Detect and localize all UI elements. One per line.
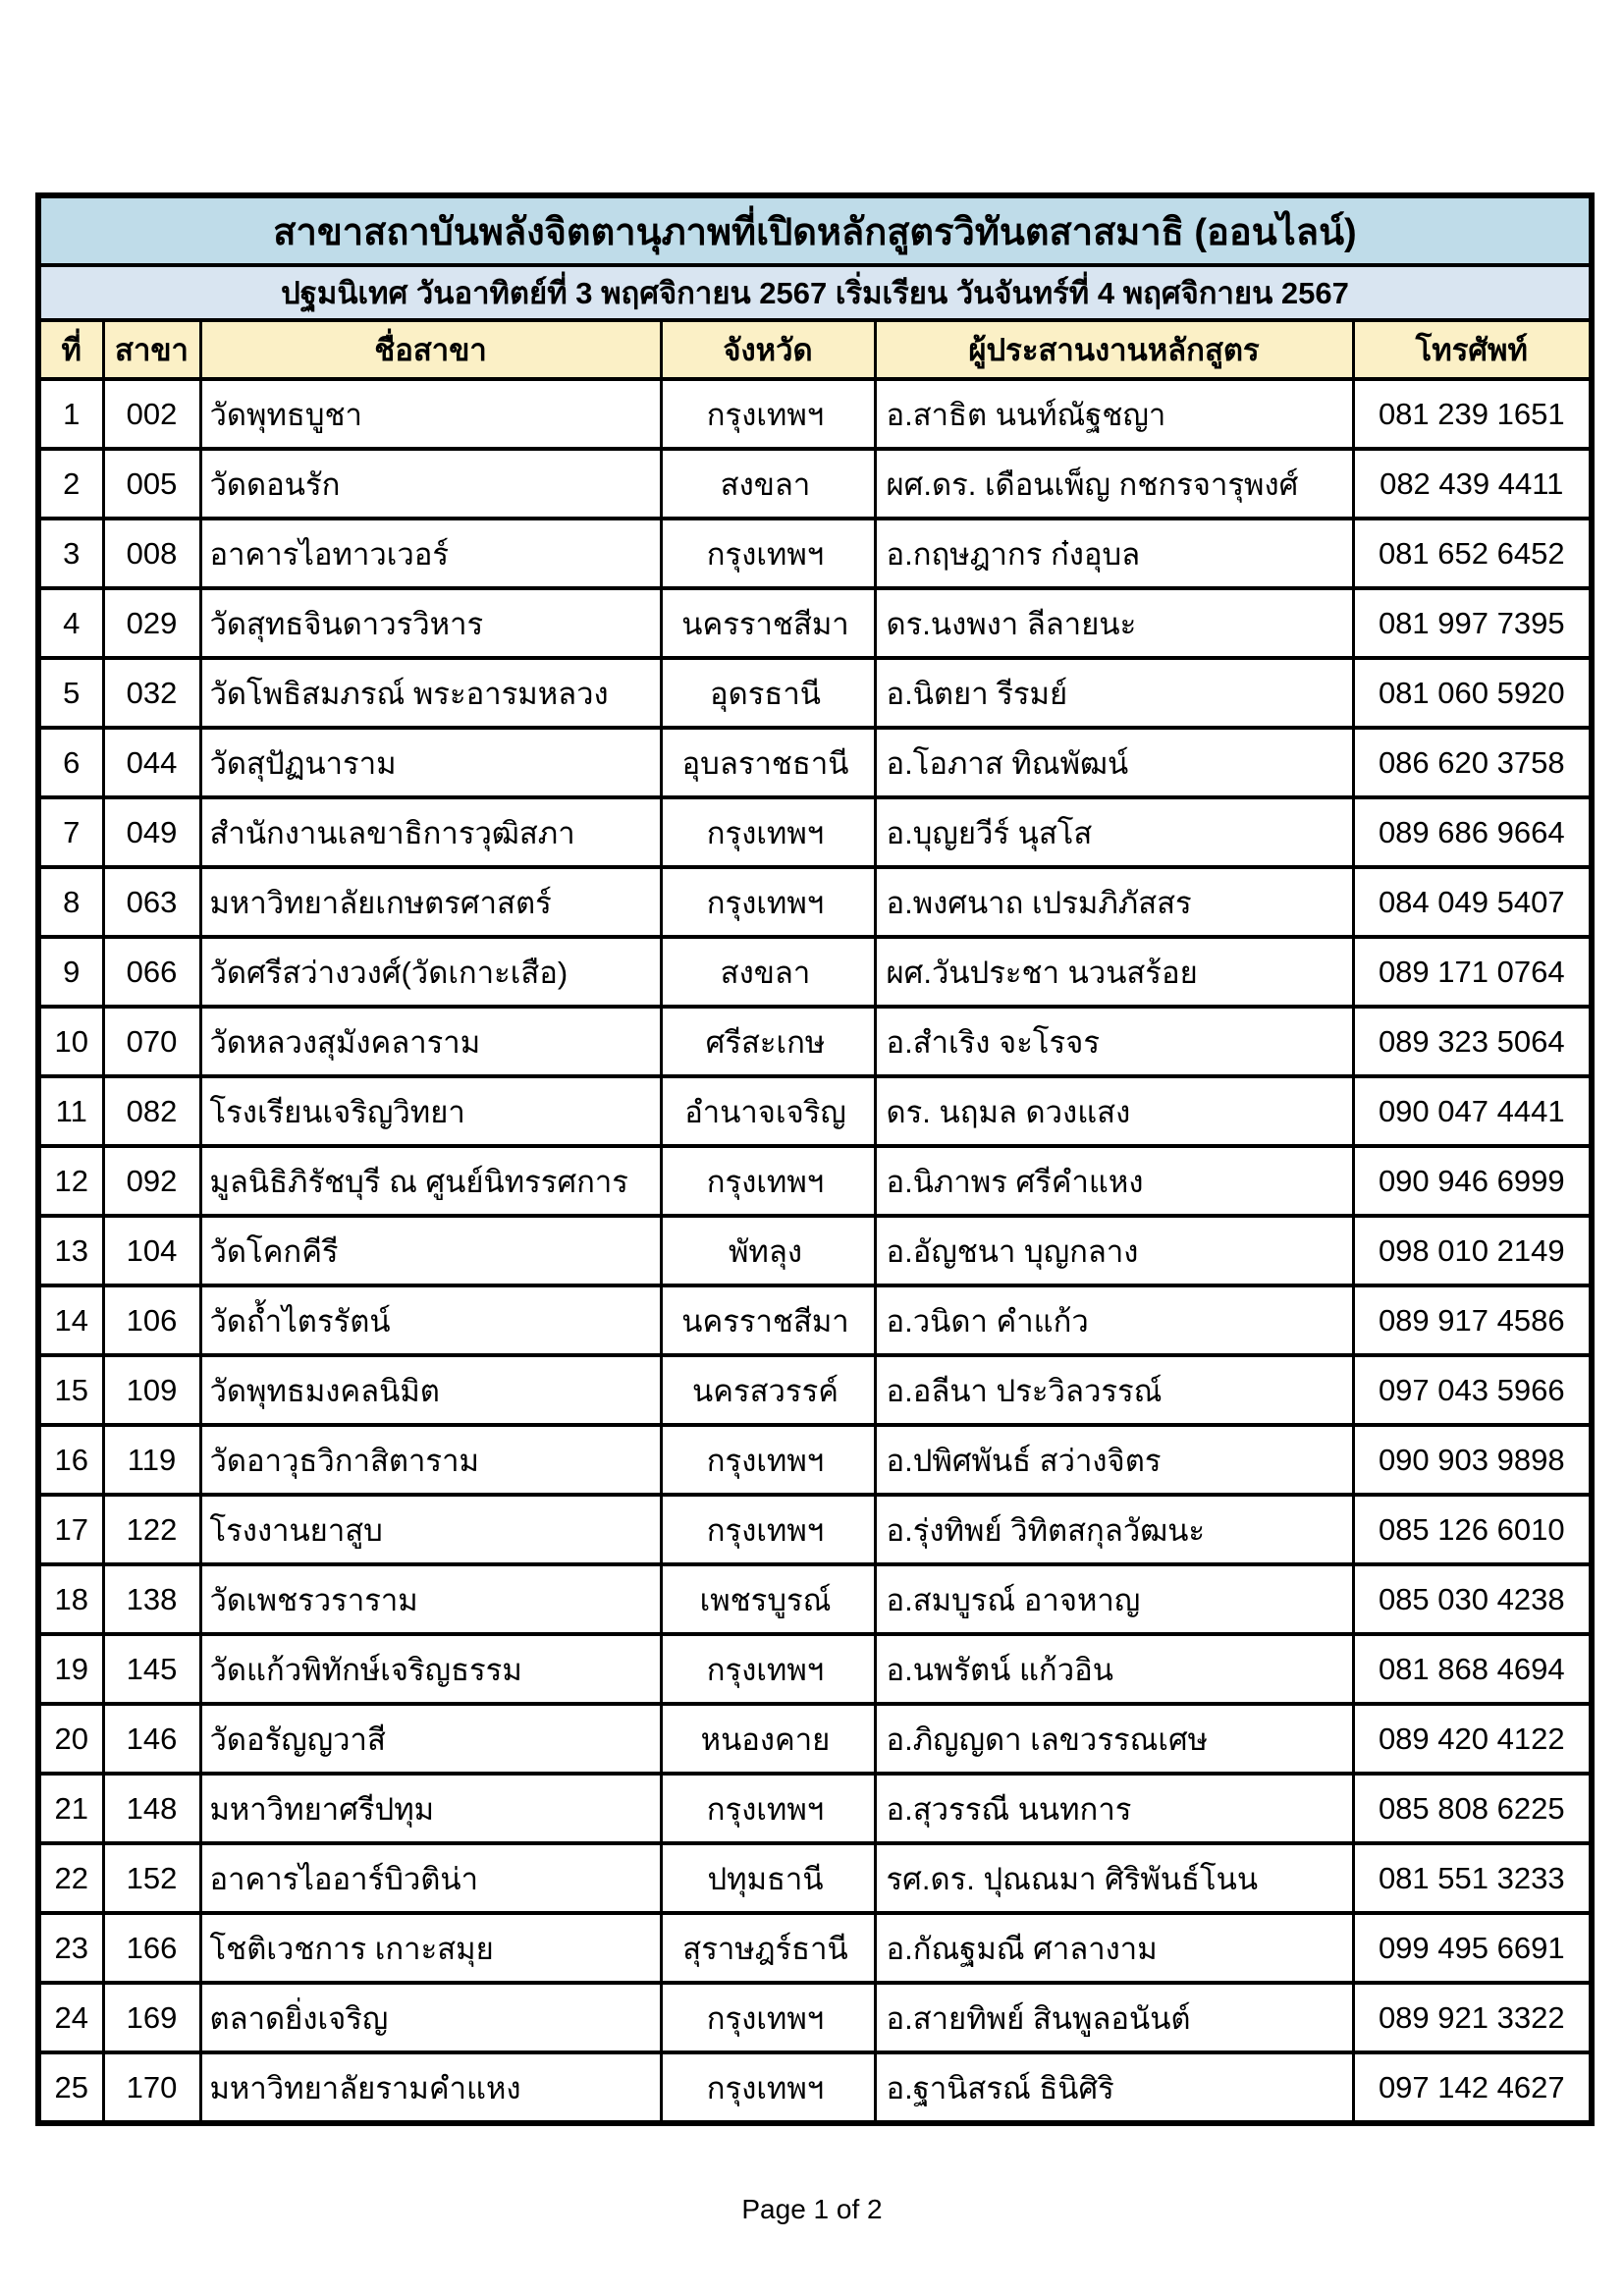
branch-code-cell: 049 [103, 797, 200, 867]
table-row [38, 1216, 1592, 1285]
province-cell: ศรีสะเกษ [661, 1007, 875, 1076]
branch-table [35, 192, 1595, 2126]
coordinator-cell: อ.สมบูรณ์ อาจหาญ [875, 1564, 1353, 1634]
row-number-cell: 13 [38, 1216, 103, 1285]
province-cell: กรุงเทพฯ [661, 797, 875, 867]
phone-cell: 085 030 4238 [1353, 1564, 1592, 1634]
table-row [38, 1774, 1592, 1843]
table-row [38, 449, 1592, 519]
coordinator-cell: ผศ.วันประชา นวนสร้อย [875, 937, 1353, 1007]
table-row [38, 1495, 1592, 1564]
row-number-cell: 7 [38, 797, 103, 867]
phone-cell: 089 686 9664 [1353, 797, 1592, 867]
coordinator-cell: ผศ.ดร. เดือนเพ็ญ กชกรจารุพงศ์ [875, 449, 1353, 519]
province-cell: กรุงเทพฯ [661, 519, 875, 588]
branch-name-cell: วัดศรีสว่างวงศ์(วัดเกาะเสือ) [200, 937, 661, 1007]
phone-cell: 089 917 4586 [1353, 1285, 1592, 1355]
province-cell: พัทลุง [661, 1216, 875, 1285]
coordinator-cell: อ.กัณฐมณี ศาลางาม [875, 1913, 1353, 1983]
branch-code-cell: 145 [103, 1634, 200, 1704]
coordinator-cell: อ.สุวรรณี นนทการ [875, 1774, 1353, 1843]
branch-code-cell: 104 [103, 1216, 200, 1285]
coordinator-cell: อ.สายทิพย์ สินพูลอนันต์ [875, 1983, 1353, 2052]
branch-name-cell: โรงงานยาสูบ [200, 1495, 661, 1564]
row-number-cell: 1 [38, 379, 103, 449]
branch-name-cell: วัดสุทธจินดาวรวิหาร [200, 588, 661, 658]
table-row [38, 937, 1592, 1007]
row-number-cell: 20 [38, 1704, 103, 1774]
coordinator-cell: อ.นิตยา รีรมย์ [875, 658, 1353, 728]
coordinator-cell: อ.วนิดา คำแก้ว [875, 1285, 1353, 1355]
table-title: สาขาสถาบันพลังจิตตานุภาพที่เปิดหลักสูตรวิทันตสาสมาธิ (ออนไลน์) [38, 195, 1592, 265]
row-number-cell: 14 [38, 1285, 103, 1355]
branch-name-cell: วัดถ้ำไตรรัตน์ [200, 1285, 661, 1355]
table-row [38, 519, 1592, 588]
branch-code-cell: 148 [103, 1774, 200, 1843]
row-number-cell: 16 [38, 1425, 103, 1495]
branch-code-cell: 008 [103, 519, 200, 588]
row-number-cell: 4 [38, 588, 103, 658]
table-row [38, 1843, 1592, 1913]
coordinator-cell: อ.โอภาส ทิณพัฒน์ [875, 728, 1353, 797]
province-cell: ปทุมธานี [661, 1843, 875, 1913]
branch-name-cell: วัดโคกคีรี [200, 1216, 661, 1285]
phone-cell: 090 047 4441 [1353, 1076, 1592, 1146]
coordinator-cell: อ.รุ่งทิพย์ วิทิตสกุลวัฒนะ [875, 1495, 1353, 1564]
table-row [38, 2052, 1592, 2123]
phone-cell: 081 060 5920 [1353, 658, 1592, 728]
phone-cell: 097 142 4627 [1353, 2052, 1592, 2123]
row-number-cell: 23 [38, 1913, 103, 1983]
coordinator-cell: รศ.ดร. ปุณณมา ศิริพันธ์โนน [875, 1843, 1353, 1913]
phone-cell: 089 420 4122 [1353, 1704, 1592, 1774]
row-number-cell: 11 [38, 1076, 103, 1146]
phone-cell: 089 323 5064 [1353, 1007, 1592, 1076]
column-header-branch-code: สาขา [103, 320, 200, 379]
branch-name-cell: วัดพุทธมงคลนิมิต [200, 1355, 661, 1425]
coordinator-cell: ดร. นฤมล ดวงแสง [875, 1076, 1353, 1146]
branch-code-cell: 044 [103, 728, 200, 797]
province-cell: สงขลา [661, 449, 875, 519]
branch-name-cell: อาคารไออาร์บิวติน่า [200, 1843, 661, 1913]
branch-code-cell: 170 [103, 2052, 200, 2123]
branch-code-cell: 169 [103, 1983, 200, 2052]
phone-cell: 090 946 6999 [1353, 1146, 1592, 1216]
branch-name-cell: วัดอรัญญวาสี [200, 1704, 661, 1774]
branch-name-cell: มหาวิทยาลัยรามคำแหง [200, 2052, 661, 2123]
branch-name-cell: อาคารไอทาวเวอร์ [200, 519, 661, 588]
table-row [38, 658, 1592, 728]
phone-cell: 081 239 1651 [1353, 379, 1592, 449]
province-cell: กรุงเทพฯ [661, 1634, 875, 1704]
coordinator-cell: อ.กฤษฎากร ก๋งอุบล [875, 519, 1353, 588]
province-cell: นครราชสีมา [661, 1285, 875, 1355]
coordinator-cell: อ.บุญยวีร์ นุสโส [875, 797, 1353, 867]
branch-code-cell: 002 [103, 379, 200, 449]
phone-cell: 081 997 7395 [1353, 588, 1592, 658]
branch-name-cell: มหาวิทยาลัยเกษตรศาสตร์ [200, 867, 661, 937]
table-row [38, 379, 1592, 449]
branch-name-cell: วัดอาวุธวิกาสิตาราม [200, 1425, 661, 1495]
coordinator-cell: อ.ฐานิสรณ์ ธินิศิริ [875, 2052, 1353, 2123]
branch-name-cell: สำนักงานเลขาธิการวุฒิสภา [200, 797, 661, 867]
province-cell: อุดรธานี [661, 658, 875, 728]
phone-cell: 085 808 6225 [1353, 1774, 1592, 1843]
table-row [38, 1355, 1592, 1425]
province-cell: กรุงเทพฯ [661, 867, 875, 937]
phone-cell: 090 903 9898 [1353, 1425, 1592, 1495]
phone-cell: 081 868 4694 [1353, 1634, 1592, 1704]
coordinator-cell: อ.พงศนาถ เปรมภิภัสสร [875, 867, 1353, 937]
row-number-cell: 3 [38, 519, 103, 588]
phone-cell: 081 652 6452 [1353, 519, 1592, 588]
phone-cell: 082 439 4411 [1353, 449, 1592, 519]
province-cell: กรุงเทพฯ [661, 379, 875, 449]
branch-code-cell: 152 [103, 1843, 200, 1913]
branch-code-cell: 005 [103, 449, 200, 519]
branch-name-cell: โชติเวชการ เกาะสมุย [200, 1913, 661, 1983]
row-number-cell: 22 [38, 1843, 103, 1913]
coordinator-cell: อ.นิภาพร ศรีคำแหง [875, 1146, 1353, 1216]
coordinator-cell: อ.สาธิต นนท์ณัฐชญา [875, 379, 1353, 449]
table-row [38, 728, 1592, 797]
branch-code-cell: 082 [103, 1076, 200, 1146]
table-row [38, 1564, 1592, 1634]
branch-code-cell: 146 [103, 1704, 200, 1774]
branch-name-cell: วัดแก้วพิทักษ์เจริญธรรม [200, 1634, 661, 1704]
row-number-cell: 8 [38, 867, 103, 937]
row-number-cell: 17 [38, 1495, 103, 1564]
branch-name-cell: วัดดอนรัก [200, 449, 661, 519]
coordinator-cell: อ.อลีนา ประวิลวรรณ์ [875, 1355, 1353, 1425]
coordinator-cell: อ.อัญชนา บุญกลาง [875, 1216, 1353, 1285]
table-subtitle: ปฐมนิเทศ วันอาทิตย์ที่ 3 พฤศจิกายน 2567 เริ่มเรียน วันจันทร์ที่ 4 พฤศจิกายน 2567 [38, 265, 1592, 320]
phone-cell: 097 043 5966 [1353, 1355, 1592, 1425]
province-cell: นครราชสีมา [661, 588, 875, 658]
row-number-cell: 18 [38, 1564, 103, 1634]
branch-code-cell: 063 [103, 867, 200, 937]
column-header-phone: โทรศัพท์ [1353, 320, 1592, 379]
row-number-cell: 6 [38, 728, 103, 797]
page-footer: Page 1 of 2 [741, 2194, 883, 2224]
table-row [38, 797, 1592, 867]
branch-name-cell: วัดโพธิสมภรณ์ พระอารมหลวง [200, 658, 661, 728]
coordinator-cell: ดร.นงพงา ลีลายนะ [875, 588, 1353, 658]
phone-cell: 099 495 6691 [1353, 1913, 1592, 1983]
branch-name-cell: มหาวิทยาศรีปทุม [200, 1774, 661, 1843]
branch-code-cell: 070 [103, 1007, 200, 1076]
column-header-province: จังหวัด [661, 320, 875, 379]
row-number-cell: 12 [38, 1146, 103, 1216]
table-row [38, 1913, 1592, 1983]
branch-code-cell: 106 [103, 1285, 200, 1355]
row-number-cell: 24 [38, 1983, 103, 2052]
branch-code-cell: 092 [103, 1146, 200, 1216]
phone-cell: 086 620 3758 [1353, 728, 1592, 797]
table-row [38, 1425, 1592, 1495]
table-row [38, 867, 1592, 937]
province-cell: กรุงเทพฯ [661, 1425, 875, 1495]
province-cell: กรุงเทพฯ [661, 2052, 875, 2123]
table-row [38, 1704, 1592, 1774]
province-cell: หนองคาย [661, 1704, 875, 1774]
branch-name-cell: วัดพุทธบูชา [200, 379, 661, 449]
branch-code-cell: 109 [103, 1355, 200, 1425]
row-number-cell: 25 [38, 2052, 103, 2123]
phone-cell: 081 551 3233 [1353, 1843, 1592, 1913]
column-header-no: ที่ [38, 320, 103, 379]
table-row [38, 1285, 1592, 1355]
coordinator-cell: อ.ภิญญดา เลขวรรณเศษ [875, 1704, 1353, 1774]
province-cell: เพชรบูรณ์ [661, 1564, 875, 1634]
branch-name-cell: วัดหลวงสุมังคลาราม [200, 1007, 661, 1076]
branch-code-cell: 122 [103, 1495, 200, 1564]
row-number-cell: 10 [38, 1007, 103, 1076]
province-cell: นครสวรรค์ [661, 1355, 875, 1425]
province-cell: กรุงเทพฯ [661, 1774, 875, 1843]
phone-cell: 085 126 6010 [1353, 1495, 1592, 1564]
phone-cell: 089 921 3322 [1353, 1983, 1592, 2052]
province-cell: กรุงเทพฯ [661, 1495, 875, 1564]
row-number-cell: 2 [38, 449, 103, 519]
province-cell: อุบลราชธานี [661, 728, 875, 797]
table-subtitle-row [38, 265, 1592, 320]
branch-code-cell: 029 [103, 588, 200, 658]
branch-code-cell: 066 [103, 937, 200, 1007]
table-row [38, 1146, 1592, 1216]
province-cell: สุราษฎร์ธานี [661, 1913, 875, 1983]
coordinator-cell: อ.ปพิศพันธ์ สว่างจิตร [875, 1425, 1353, 1495]
row-number-cell: 5 [38, 658, 103, 728]
province-cell: กรุงเทพฯ [661, 1983, 875, 2052]
table-row [38, 1076, 1592, 1146]
phone-cell: 084 049 5407 [1353, 867, 1592, 937]
phone-cell: 089 171 0764 [1353, 937, 1592, 1007]
column-header-branch-name: ชื่อสาขา [200, 320, 661, 379]
province-cell: สงขลา [661, 937, 875, 1007]
branch-code-cell: 119 [103, 1425, 200, 1495]
row-number-cell: 21 [38, 1774, 103, 1843]
phone-cell: 098 010 2149 [1353, 1216, 1592, 1285]
province-cell: อำนาจเจริญ [661, 1076, 875, 1146]
branch-name-cell: ตลาดยิ่งเจริญ [200, 1983, 661, 2052]
table-row [38, 588, 1592, 658]
row-number-cell: 19 [38, 1634, 103, 1704]
branch-name-cell: โรงเรียนเจริญวิทยา [200, 1076, 661, 1146]
table-title-row [38, 195, 1592, 265]
branch-name-cell: วัดเพชรวราราม [200, 1564, 661, 1634]
branch-name-cell: มูลนิธิภิรัชบุรี ณ ศูนย์นิทรรศการ [200, 1146, 661, 1216]
branch-name-cell: วัดสุปัฏนาราม [200, 728, 661, 797]
branch-code-cell: 166 [103, 1913, 200, 1983]
table-row [38, 1007, 1592, 1076]
row-number-cell: 9 [38, 937, 103, 1007]
coordinator-cell: อ.นพรัตน์ แก้วอิน [875, 1634, 1353, 1704]
branch-code-cell: 138 [103, 1564, 200, 1634]
row-number-cell: 15 [38, 1355, 103, 1425]
column-header-coordinator: ผู้ประสานงานหลักสูตร [875, 320, 1353, 379]
province-cell: กรุงเทพฯ [661, 1146, 875, 1216]
table-header-row [38, 320, 1592, 379]
table-row [38, 1983, 1592, 2052]
branch-code-cell: 032 [103, 658, 200, 728]
coordinator-cell: อ.สำเริง จะโรจร [875, 1007, 1353, 1076]
table-row [38, 1634, 1592, 1704]
